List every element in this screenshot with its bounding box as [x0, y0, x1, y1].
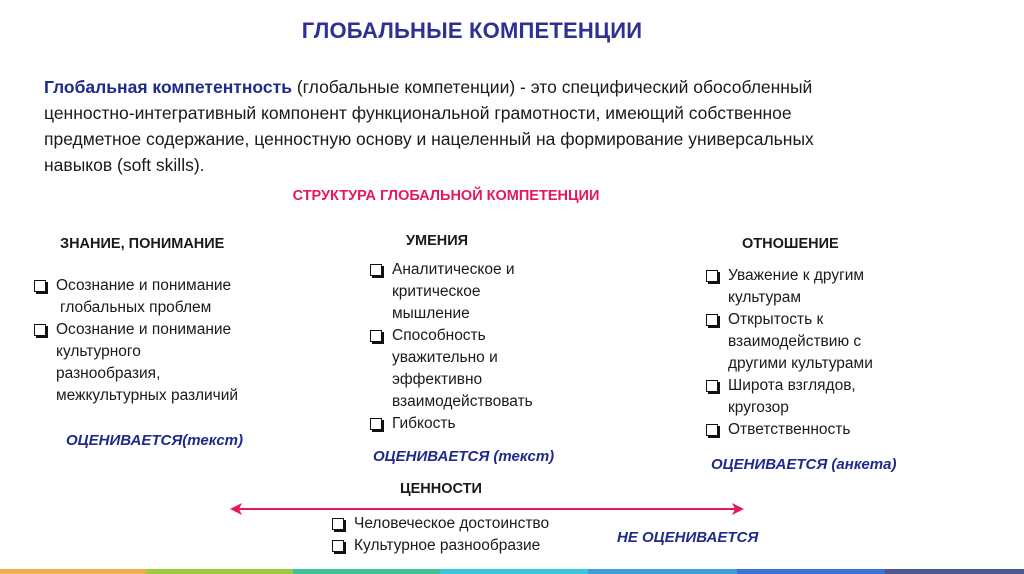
item-line: межкультурных различий — [56, 387, 239, 404]
list-item — [330, 535, 610, 557]
checkbox-icon — [34, 280, 46, 292]
page-title-text: ГЛОБАЛЬНЫЕ КОМПЕТЕНЦИИ — [301, 18, 643, 43]
arrow-left-icon — [230, 502, 244, 516]
item-line: критическое — [392, 283, 481, 300]
column-attitude-evaluation: ОЦЕНИВАЕТСЯ (анкета) — [711, 456, 897, 473]
bar-segment — [440, 569, 588, 574]
list-item — [704, 375, 944, 419]
bar-segment — [885, 569, 1024, 574]
column-knowledge-evaluation: ОЦЕНИВАЕТСЯ(текст) — [66, 432, 244, 449]
checkbox-icon — [370, 330, 382, 342]
list-item — [704, 419, 944, 441]
checkbox-icon — [706, 424, 718, 436]
item-line: Культурное разнообразие — [354, 537, 541, 554]
column-skills-list — [368, 259, 598, 435]
checkbox-icon — [706, 314, 718, 326]
item-line: эффективно — [392, 371, 483, 388]
item-line: мышление — [392, 305, 470, 322]
item-line: Ответственность — [728, 421, 851, 438]
item-line: разнообразия, — [56, 365, 161, 382]
column-knowledge-heading: ЗНАНИЕ, ПОНИМАНИЕ — [60, 236, 225, 252]
list-item — [368, 413, 598, 435]
item-line: Открытость к — [728, 311, 824, 328]
checkbox-icon — [34, 324, 46, 336]
item-line: взаимодействию с — [728, 333, 862, 350]
intro-line-2: ценностно-интегративный компонент функциональной грамотности, имеющий собственное — [44, 103, 792, 123]
item-line: Гибкость — [392, 415, 456, 432]
checkbox-icon — [370, 418, 382, 430]
column-skills-heading: УМЕНИЯ — [406, 233, 469, 249]
intro-line-3: предметное содержание, ценностную основу и нацеленный на формирование универсальных — [44, 129, 814, 149]
column-knowledge-list — [32, 275, 322, 407]
list-item — [704, 309, 944, 375]
item-line: другими культурами — [728, 355, 873, 372]
item-line: Широта взглядов, — [728, 377, 856, 394]
checkbox-icon — [706, 380, 718, 392]
double-arrow-line — [234, 508, 738, 510]
item-line: Осознание и понимание — [56, 277, 232, 294]
list-item — [32, 319, 322, 407]
bar-segment — [588, 569, 737, 574]
item-line: кругозор — [728, 399, 789, 416]
item-line: культурного — [56, 343, 141, 360]
column-attitude-heading: ОТНОШЕНИЕ — [742, 236, 839, 252]
bar-segment — [146, 569, 293, 574]
item-line: Аналитическое и — [392, 261, 515, 278]
structure-heading — [0, 188, 1024, 204]
column-skills-evaluation: ОЦЕНИВАЕТСЯ (текст) — [373, 448, 555, 465]
list-item — [330, 513, 610, 535]
item-line: Человеческое достоинство — [354, 515, 550, 532]
values-heading: ЦЕННОСТИ — [400, 481, 482, 497]
item-line: Осознание и понимание — [56, 321, 232, 338]
checkbox-icon — [706, 270, 718, 282]
bar-segment — [0, 569, 146, 574]
page-title — [0, 18, 1024, 44]
item-line: взаимодействовать — [392, 393, 533, 410]
item-line: культурам — [728, 289, 802, 306]
bottom-color-bar — [0, 569, 1024, 574]
list-item — [32, 275, 322, 319]
column-attitude-list — [704, 265, 944, 441]
checkbox-icon — [370, 264, 382, 276]
bar-segment — [293, 569, 440, 574]
list-item — [368, 259, 598, 325]
arrow-right-icon — [730, 502, 744, 516]
values-evaluation: НЕ ОЦЕНИВАЕТСЯ — [617, 529, 759, 546]
item-line: Уважение к другим — [728, 267, 865, 284]
intro-line-1 — [44, 74, 924, 100]
item-line: уважительно и — [392, 349, 498, 366]
checkbox-icon — [332, 540, 344, 552]
list-item — [704, 265, 944, 309]
intro-lead-term: Глобальная компетентность — [44, 77, 292, 97]
intro-line-1-rest: (глобальные компетенции) - это специфический обособленный — [291, 77, 813, 97]
intro-paragraph — [44, 74, 924, 178]
intro-line-4: навыков (soft skills). — [44, 155, 205, 175]
checkbox-icon — [332, 518, 344, 530]
item-line: глобальных проблем — [60, 299, 212, 316]
list-item — [368, 325, 598, 413]
item-line: Способность — [392, 327, 486, 344]
values-list — [330, 513, 610, 557]
bar-segment — [737, 569, 885, 574]
structure-heading-text: СТРУКТУРА ГЛОБАЛЬНОЙ КОМПЕТЕНЦИИ — [292, 188, 600, 204]
